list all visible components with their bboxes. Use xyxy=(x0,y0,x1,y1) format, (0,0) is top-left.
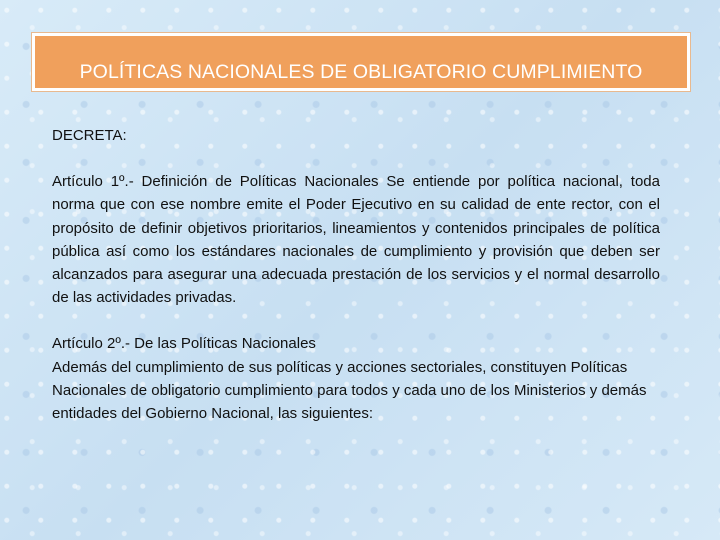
slide-title: POLÍTICAS NACIONALES DE OBLIGATORIO CUMPLIMIENTO xyxy=(79,60,643,83)
articulo-2-heading: Artículo 2º.- De las Políticas Nacionales xyxy=(52,335,316,353)
slide-title-box xyxy=(32,33,690,91)
decreta-label: DECRETA: xyxy=(52,127,127,144)
articulo-1-paragraph: Artículo 1º.- Definición de Políticas Nacionales Se entiende por política nacional, toda norma que con ese nombre emite el Poder Ejecutivo en su calidad de ente rector, con el propósito de definir objetivos prioritarios, lineamientos y contenidos principales de política pública así como los estándares nacionales de cumplimiento y provisión que deben ser alcanzados para asegurar una adecuada prestación de los servicios y el normal desarrollo de las actividades privadas. xyxy=(52,173,660,307)
slide-content xyxy=(52,124,660,425)
articulo-2-paragraph: Además del cumplimiento de sus políticas y acciones sectoriales, constituyen Políticas Nacionales de obligatorio cumplimiento para todos y cada uno de los Ministerios y demás entidades del Gobierno Nacional, las siguientes: xyxy=(52,358,647,423)
